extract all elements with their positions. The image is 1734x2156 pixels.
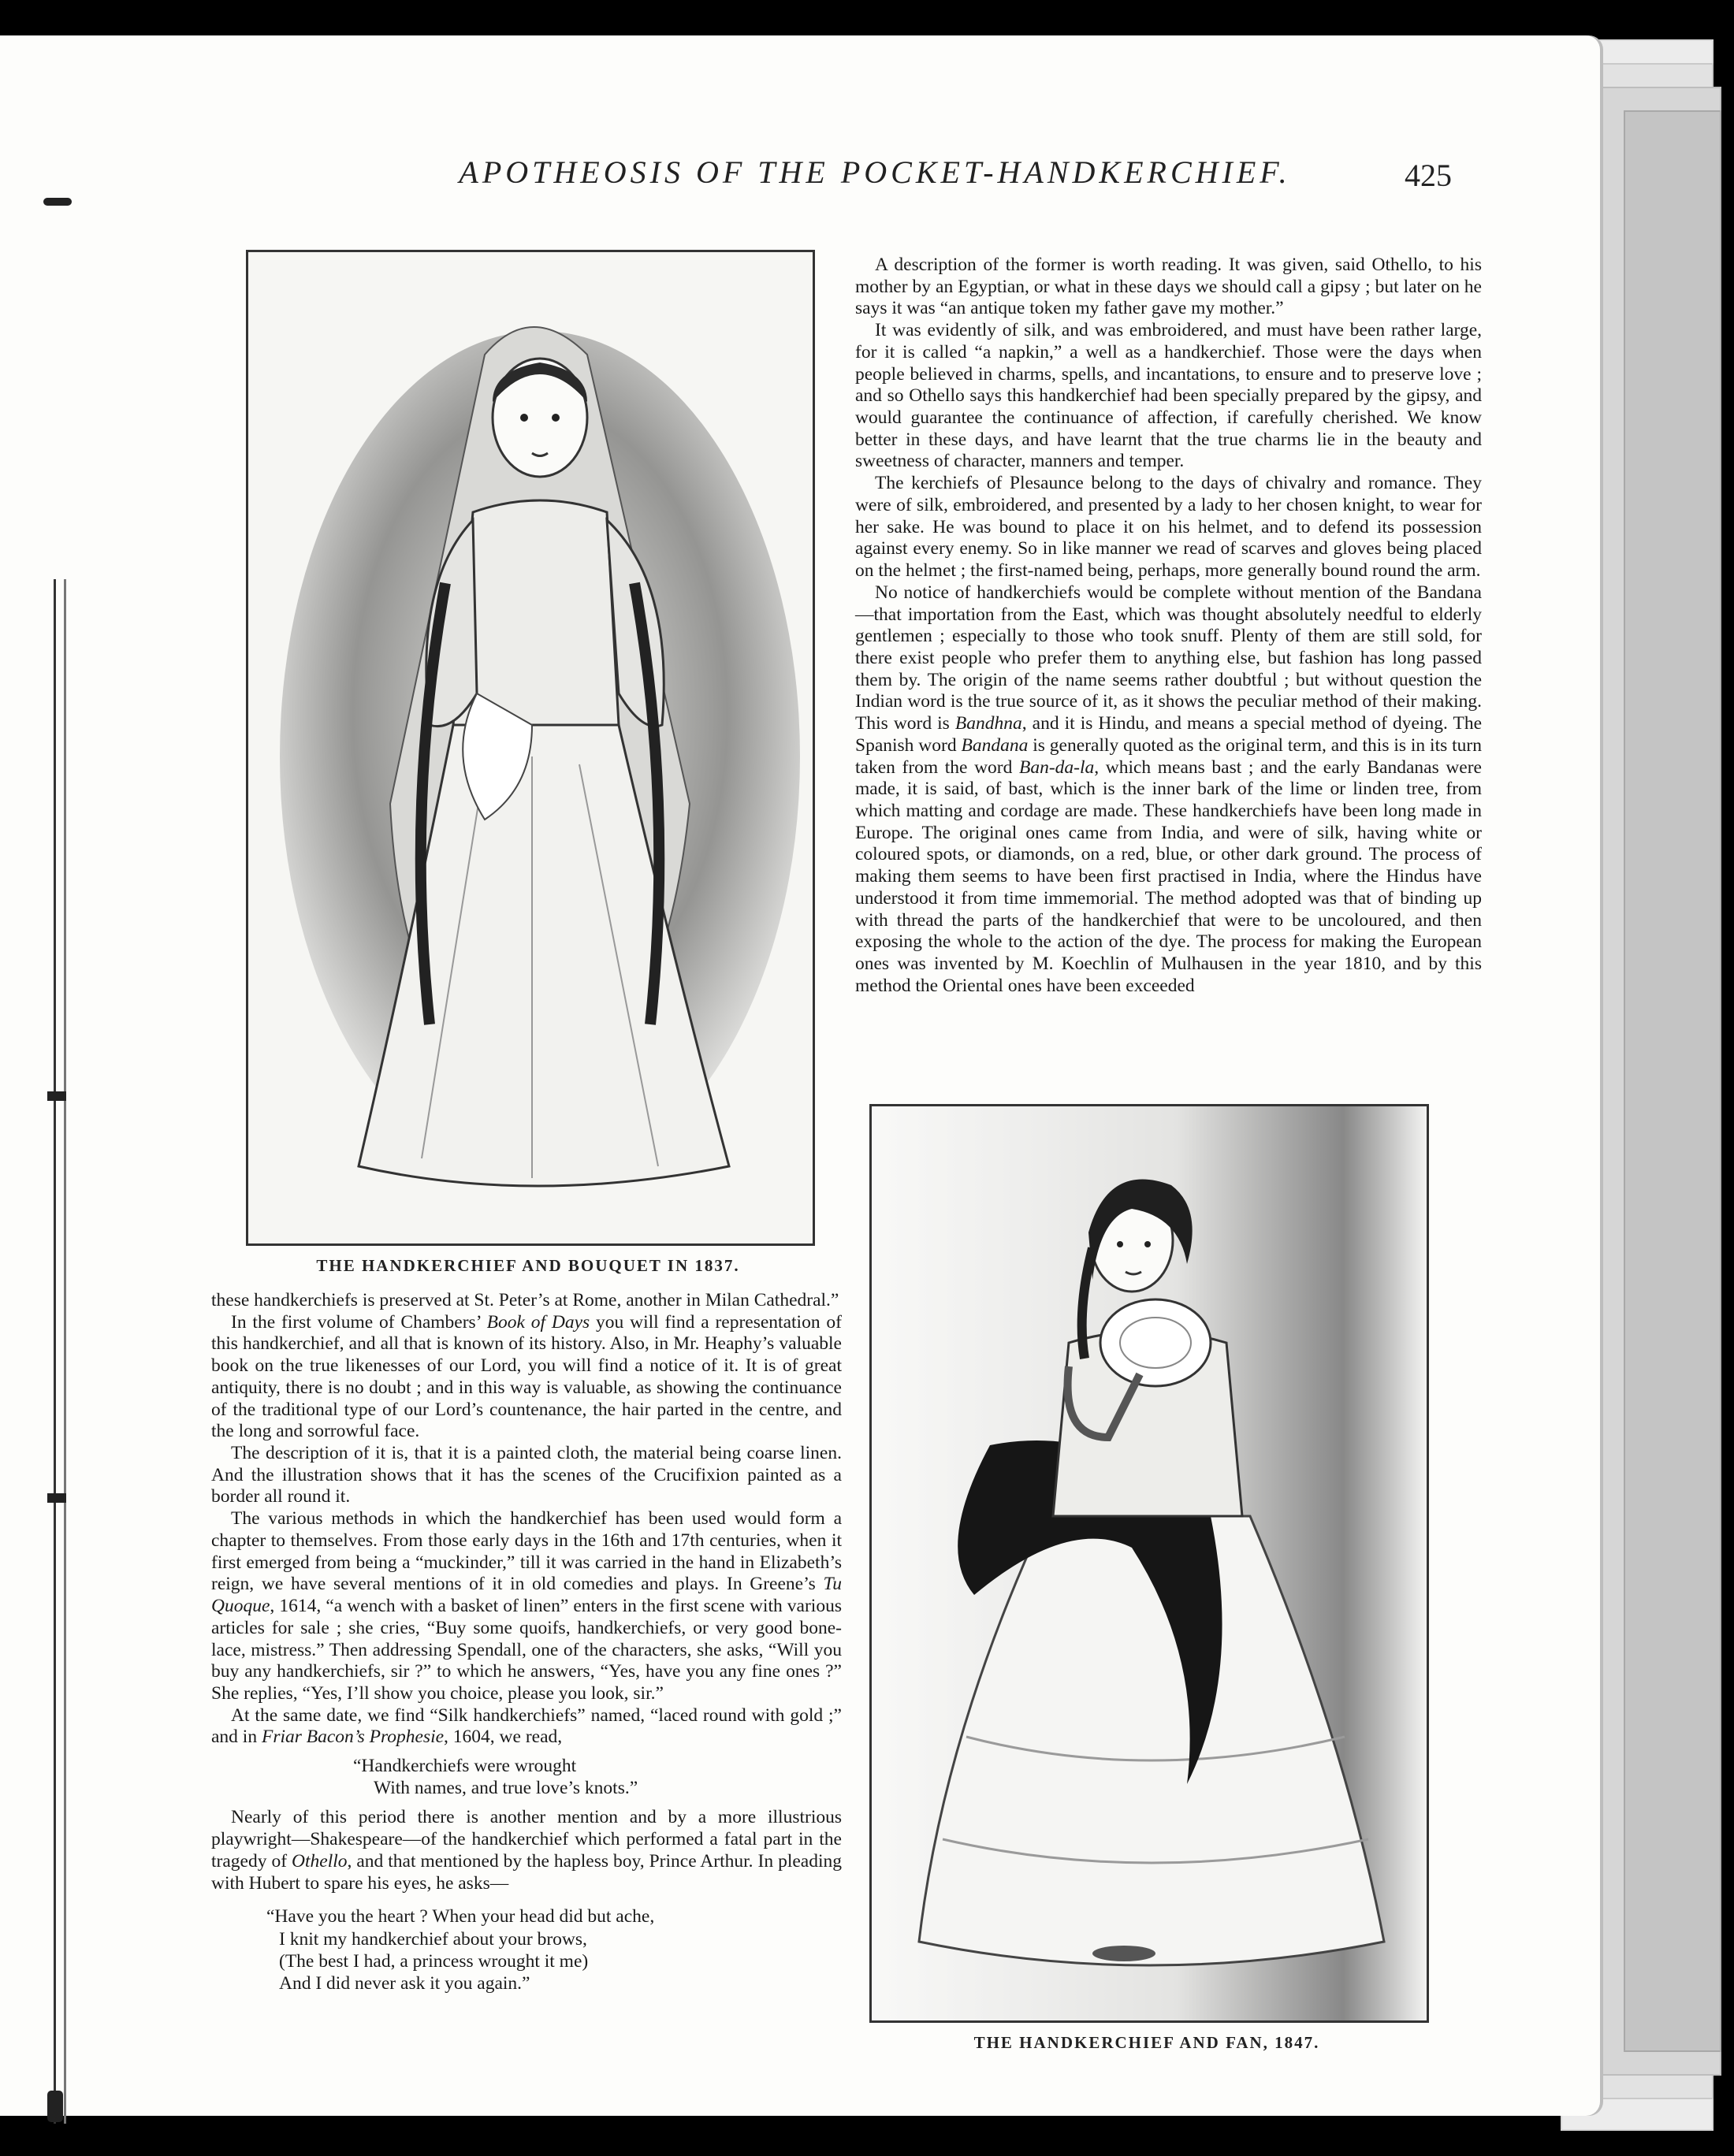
paragraph: No notice of handkerchiefs would be complete without mention of the Bandana—that importation from the East, which was thought absolutely needful to elderly gentlemen ; especially to those who took snuff. Plenty of them are still sold, for there exist people who prefer them to anything else, but fashion has long passed them by. The origin of the name seems rather doubtful ; but without question the Indian word is the true source of it, as it shows the peculiar method of their making. This word is Bandhna, and it is Hindu, and means a special method of dyeing. The Spanish word Bandana is generally quoted as the original term, and this is in its turn taken from the word Ban-da-la, which means bast ; and the early Bandanas were made, it is said, of bast, which is the inner bark of the lime or linden tree, from which matting and cordage are made. These handkerchiefs have been long made in Europe. The original ones came from India, and were of silk, having white or coloured spots, or diamonds, on a red, blue, or other dark ground. The process of making them seems to have been first practised in India, where the Hindus have understood it from time immemorial. The method adopted was that of binding up with thread the parts of the handkerchief that were to be uncoloured, and then exposing the whole to the action of the dye. The process for making the European ones was invented by M. Koechlin of Mulhausen in the year 1810, and by this method the Oriental ones have been exceeded	[855, 582, 1482, 996]
woman-figure-icon	[248, 252, 813, 1243]
running-title: APOTHEOSIS OF THE POCKET-HANDKERCHIEF.	[459, 154, 1291, 190]
paragraph: Nearly of this period there is another mention and by a more illustrious playwright—Shakespeare—of the handkerchief which performed a fatal part in the tragedy of Othello, and that mentioned by the hapless boy, Prince Arthur. In pleading with Hubert to spare his eyes, he asks—	[211, 1807, 842, 1894]
binding-clip	[43, 198, 72, 206]
paragraph: The various methods in which the handkerchief has been used would form a chapter to themselves. From those early days in the 16th and 17th centuries, when it first emerged from being a “muckinder,” till it was carried in the hand in Elizabeth’s reign, we have several mentions of it in old comedies and plays. In Greene’s Tu Quoque, 1614, “a wench with a basket of linen” enters in the first scene with various articles for sale ; she cries, “Buy some quoifs, handkerchiefs, or very good bone-lace, mistress.” Then addressing Spendall, one of the characters, she asks, “Will you buy any handkerchiefs, sir ?” to which he answers, “Yes, have you any fine ones ?” She replies, “Yes, I’ll show you choice, please you look, sir.”	[211, 1508, 842, 1704]
binding-clip	[47, 2091, 63, 2122]
illustration-handkerchief-and-fan	[869, 1104, 1429, 2023]
paragraph: these handkerchiefs is preserved at St. Peter’s at Rome, another in Milan Cathedral.”	[211, 1290, 839, 1310]
paragraph: The kerchiefs of Plesaunce belong to the days of chivalry and romance. They were of silk, embroidered, and presented by a lady to her chosen knight, to wear for her sake. He was bound to place it on his helmet, and to defend its possession against every enemy. So in like manner we read of scarves and gloves being placed on the helmet ; the first-named being, perhaps, more generally bound round the arm.	[855, 473, 1482, 582]
woman-with-fan-icon	[872, 1106, 1427, 2020]
binding-stitch	[47, 1091, 66, 1101]
page-stack-edge	[1624, 110, 1721, 2052]
book-page	[0, 35, 1600, 2116]
paragraph: At the same date, we find “Silk handkerchiefs” named, “laced round with gold ;” and in Friar Bacon’s Prophesie, 1604, we read,	[211, 1704, 842, 1748]
verse-quote: “Have you the heart ? When your head did but ache, I knit my handkerchief about your brows, (The best I had, a princess wrought it me) And I did never ask it you again.”	[266, 1906, 655, 1994]
page-number: 425	[1405, 158, 1452, 193]
right-text-column	[855, 255, 1482, 997]
binding-spine	[54, 579, 66, 2124]
verse-quote: “Handkerchiefs were wrought With names, and true love’s knots.”	[353, 1756, 638, 1799]
illustration-caption: THE HANDKERCHIEF AND FAN, 1847.	[973, 2033, 1320, 2052]
paragraph: In the first volume of Chambers’ Book of Days you will find a representation of this handkerchief, and all that is known of its history. Also, in Mr. Heaphy’s valuable book on the true likenesses of our Lord, you will find a notice of it. It is of great antiquity, there is no doubt ; and in this way is valuable, as showing the continuance of the traditional type of our Lord’s countenance, the hair parted in the centre, and the long and sorrowful face.	[211, 1311, 842, 1442]
paragraph: A description of the former is worth reading. It was given, said Othello, to his mother by an Egyptian, or what in these days we should call a gipsy ; but later on he says it was “an antique token my father gave my mother.”	[855, 255, 1482, 319]
illustration-handkerchief-and-bouquet	[246, 250, 815, 1246]
left-text-column	[211, 1290, 842, 1994]
paragraph: It was evidently of silk, and was embroidered, and must have been rather large, for it is called “a napkin,” a well as a handkerchief. Those were the days when people believed in charms, spells, and incantations, to ensure and to preserve love ; and so Othello says this handkerchief had been specially prepared by the gipsy, and would guarantee the continuance of affection, if carefully cherished. We know better in these days, and have learnt that the true charms lie in the beauty and sweetness of character, manners and temper.	[855, 320, 1482, 472]
binding-stitch	[47, 1493, 66, 1503]
illustration-caption: THE HANDKERCHIEF AND BOUQUET IN 1837.	[316, 1256, 740, 1275]
paragraph: The description of it is, that it is a painted cloth, the material being coarse linen. And the illustration shows that it has the scenes of the Crucifixion painted as a border all round it.	[211, 1443, 842, 1507]
